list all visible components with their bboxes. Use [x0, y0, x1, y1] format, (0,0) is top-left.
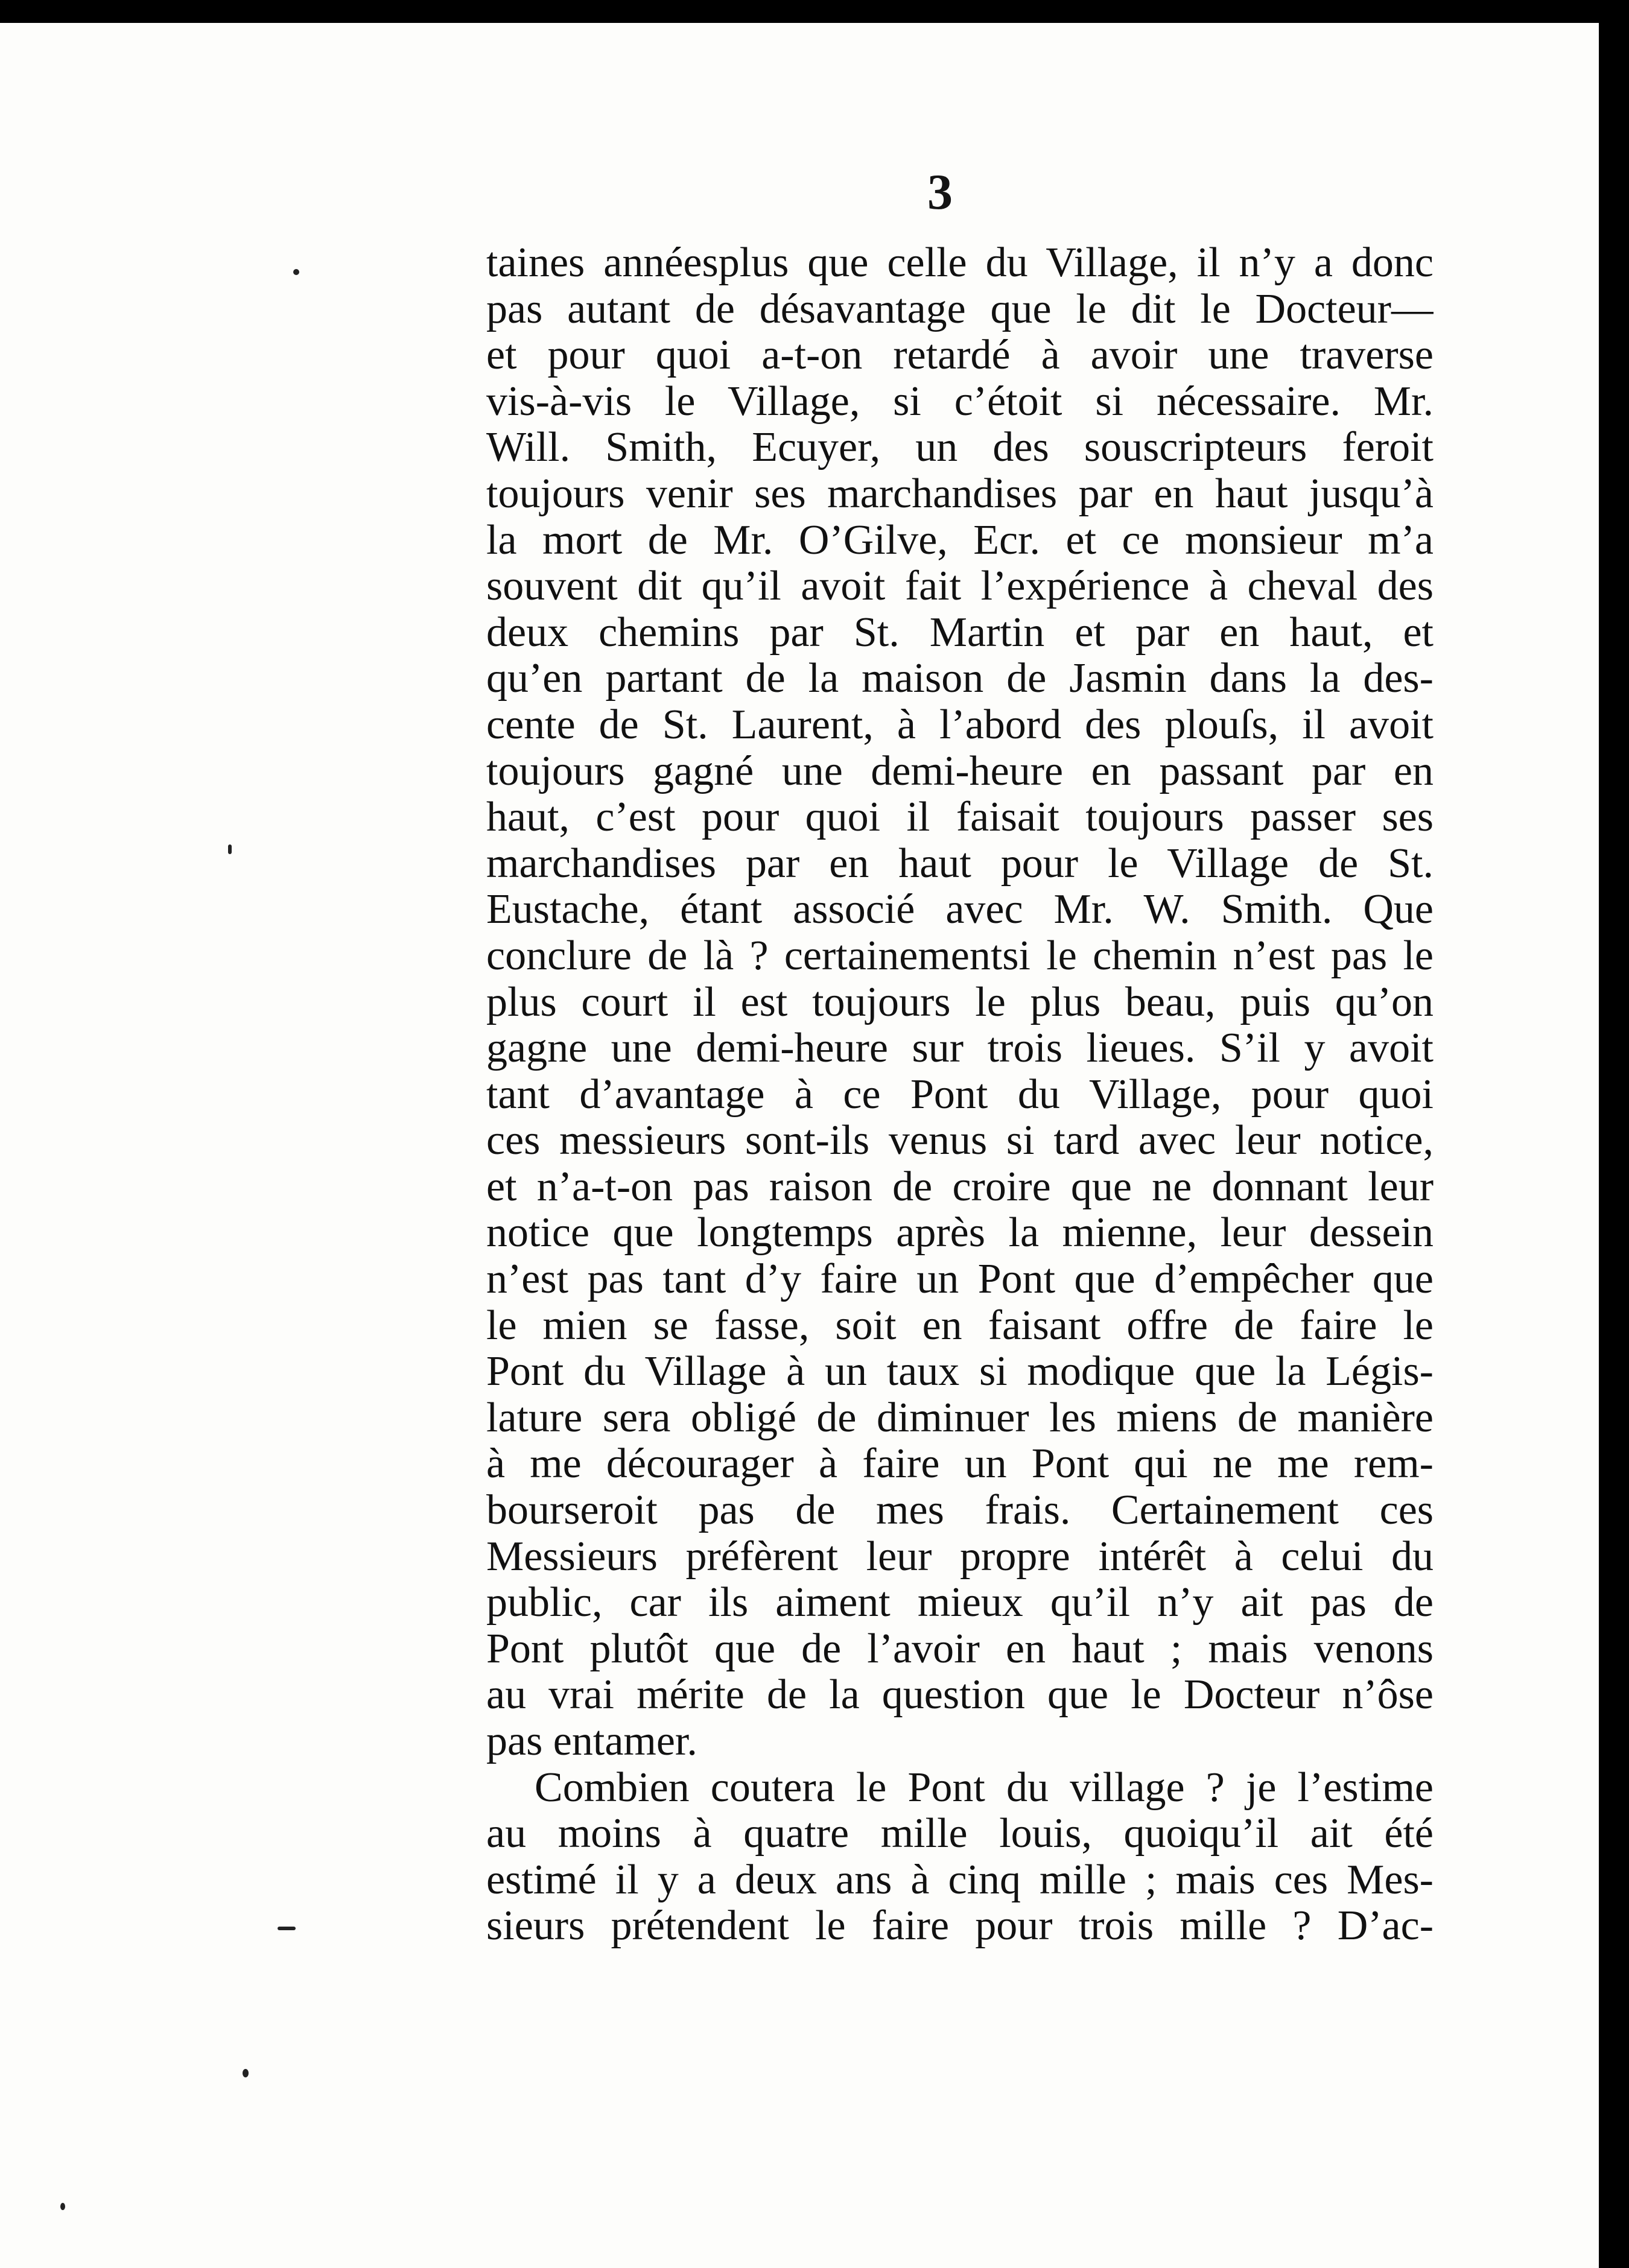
- text-line: pas entamer.: [486, 1718, 697, 1764]
- page-number: 3: [927, 164, 953, 220]
- text-line: marchandises par en haut pour le Village de St.: [486, 840, 1434, 887]
- text-line: n’est pas tant d’y faire un Pont que d’empêcher que: [486, 1256, 1434, 1303]
- text-line: Messieurs préfèrent leur propre intérêt à celui du: [486, 1533, 1434, 1580]
- text-line: bourseroit pas de mes frais. Certainement ces: [486, 1487, 1434, 1534]
- text-line: Will. Smith, Ecuyer, un des souscripteurs feroit: [486, 425, 1434, 471]
- text-line: toujours venir ses marchandises par en haut jusqu’à: [486, 470, 1434, 517]
- text-line: public, car ils aiment mieux qu’il n’y ait pas de: [486, 1580, 1434, 1626]
- text-line: Eustache, étant associé avec Mr. W. Smith. Que: [486, 887, 1434, 933]
- text-line: Combien coutera le Pont du village ? je l’estime: [535, 1764, 1434, 1811]
- text-line: cente de St. Laurent, à l’abord des plouſs, il avoit: [486, 702, 1434, 748]
- book-page: [0, 23, 1599, 2268]
- paragraph-2: [486, 1765, 1434, 1950]
- text-line: taines annéesplus que celle du Village, il n’y a donc: [486, 240, 1434, 286]
- text-line: et pour quoi a-t-on retardé à avoir une traverse: [486, 332, 1434, 379]
- margin-speck: [278, 1927, 296, 1930]
- margin-speck: [293, 269, 299, 275]
- text-line: notice que longtemps après la mienne, leur dessein: [486, 1210, 1434, 1256]
- text-line: et n’a-t-on pas raison de croire que ne donnant leur: [486, 1164, 1434, 1210]
- body-text: [486, 240, 1434, 1950]
- text-line: qu’en partant de la maison de Jasmin dans la des-: [486, 656, 1434, 702]
- text-line: gagne une demi-heure sur trois lieues. S’il y avoit: [486, 1025, 1434, 1072]
- scan-border-top: [0, 0, 1629, 23]
- scan-border-right: [1599, 0, 1629, 2268]
- text-line: conclure de là ? certainementsi le chemin n’est pas le: [486, 933, 1434, 979]
- margin-speck: [243, 2069, 249, 2077]
- text-line: le mien se fasse, soit en faisant offre de faire le: [486, 1302, 1434, 1349]
- text-line: à me décourager à faire un Pont qui ne me rem-: [486, 1441, 1434, 1487]
- text-line: lature sera obligé de diminuer les miens de manière: [486, 1395, 1434, 1441]
- text-line: sieurs prétendent le faire pour trois mille ? D’ac-: [486, 1903, 1434, 1950]
- text-line: deux chemins par St. Martin et par en haut, et: [486, 609, 1434, 656]
- text-line: au vrai mérite de la question que le Docteur n’ôse: [486, 1672, 1434, 1718]
- text-line: souvent dit qu’il avoit fait l’expérience à cheval des: [486, 563, 1434, 610]
- text-line: Pont du Village à un taux si modique que la Légis-: [486, 1349, 1434, 1395]
- text-line: ces messieurs sont-ils venus si tard avec leur notice,: [486, 1118, 1434, 1164]
- text-line: tant d’avantage à ce Pont du Village, pour quoi: [486, 1071, 1434, 1118]
- text-line: toujours gagné une demi-heure en passant par en: [486, 748, 1434, 794]
- text-line: pas autant de désavantage que le dit le Docteur—: [486, 286, 1434, 332]
- margin-speck: [228, 844, 232, 854]
- text-line: estimé il y a deux ans à cinq mille ; mais ces Mes-: [486, 1857, 1434, 1903]
- margin-speck: [60, 2203, 65, 2210]
- paragraph-1: [486, 240, 1434, 1765]
- text-line: au moins à quatre mille louis, quoiqu’il ait été: [486, 1811, 1434, 1857]
- text-line: vis-à-vis le Village, si c’étoit si nécessaire. Mr.: [486, 378, 1434, 425]
- text-line: Pont plutôt que de l’avoir en haut ; mais venons: [486, 1626, 1434, 1672]
- text-line: haut, c’est pour quoi il faisait toujours passer ses: [486, 794, 1434, 841]
- text-line: la mort de Mr. O’Gilve, Ecr. et ce monsieur m’a: [486, 517, 1434, 563]
- text-line: plus court il est toujours le plus beau, puis qu’on: [486, 979, 1434, 1025]
